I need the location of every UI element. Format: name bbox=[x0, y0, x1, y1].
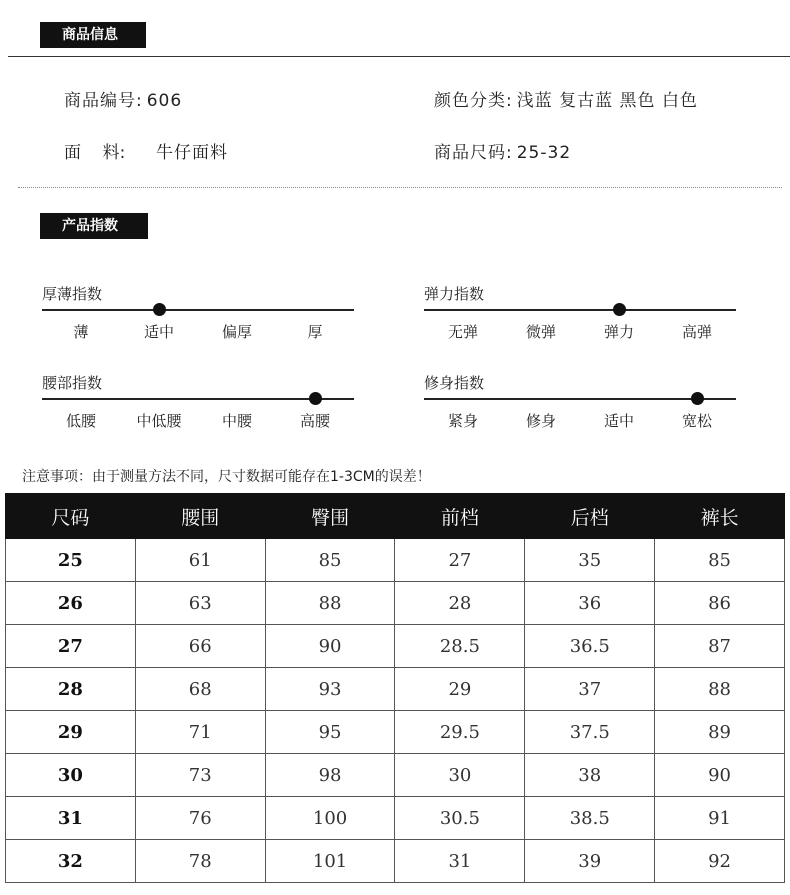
length-cell: 92 bbox=[655, 840, 785, 883]
length-cell: 90 bbox=[655, 754, 785, 797]
size-table bbox=[5, 493, 785, 883]
scale-label: 无弹 bbox=[447, 323, 478, 341]
header-length: 裤长 bbox=[655, 494, 785, 539]
scale-indicator-dot bbox=[613, 303, 626, 316]
front-rise-cell: 28 bbox=[395, 582, 525, 625]
front-rise-cell: 30.5 bbox=[395, 797, 525, 840]
front-rise-cell: 31 bbox=[395, 840, 525, 883]
table-row bbox=[6, 840, 785, 883]
scale-label: 适中 bbox=[603, 412, 634, 430]
header-front-rise: 前档 bbox=[395, 494, 525, 539]
front-rise-cell: 29.5 bbox=[395, 711, 525, 754]
back-rise-cell: 37.5 bbox=[525, 711, 655, 754]
length-cell: 85 bbox=[655, 539, 785, 582]
scale-label: 低腰 bbox=[65, 412, 96, 430]
product-code-value: 606 bbox=[146, 91, 183, 111]
table-row bbox=[6, 797, 785, 840]
fabric-row bbox=[64, 138, 228, 163]
scale-label: 中低腰 bbox=[136, 412, 182, 430]
size-cell: 31 bbox=[6, 797, 136, 840]
dotted-divider bbox=[18, 187, 782, 188]
front-rise-cell: 27 bbox=[395, 539, 525, 582]
hip-cell: 85 bbox=[265, 539, 395, 582]
waist-cell: 61 bbox=[135, 539, 265, 582]
table-row bbox=[6, 582, 785, 625]
color-value: 浅蓝 复古蓝 黑色 白色 bbox=[516, 91, 698, 111]
product-code-label: 商品编号: bbox=[64, 91, 143, 111]
waist-cell: 76 bbox=[135, 797, 265, 840]
length-cell: 88 bbox=[655, 668, 785, 711]
measurement-note: 注意事项：由于测量方法不同，尺寸数据可能存在1-3CM的误差！ bbox=[22, 469, 431, 485]
back-rise-cell: 36.5 bbox=[525, 625, 655, 668]
hip-cell: 88 bbox=[265, 582, 395, 625]
scale-label: 中腰 bbox=[221, 412, 252, 430]
scale-label: 微弹 bbox=[525, 323, 556, 341]
section-tag-product-info: 商品信息 bbox=[40, 22, 146, 48]
header-hip: 臀围 bbox=[265, 494, 395, 539]
fabric-label: 面 料: bbox=[64, 143, 126, 163]
table-row bbox=[6, 625, 785, 668]
size-cell: 26 bbox=[6, 582, 136, 625]
divider-line bbox=[8, 56, 790, 57]
scale-label: 厚 bbox=[307, 323, 323, 341]
header-back-rise: 后档 bbox=[525, 494, 655, 539]
back-rise-cell: 38.5 bbox=[525, 797, 655, 840]
scale-title: 腰部指数 bbox=[42, 374, 103, 392]
length-cell: 89 bbox=[655, 711, 785, 754]
length-cell: 91 bbox=[655, 797, 785, 840]
scale-label: 紧身 bbox=[447, 412, 478, 430]
table-row bbox=[6, 711, 785, 754]
table-row bbox=[6, 668, 785, 711]
size-range-value: 25-32 bbox=[516, 143, 572, 163]
scale-label: 偏厚 bbox=[221, 323, 252, 341]
size-cell: 25 bbox=[6, 539, 136, 582]
back-rise-cell: 39 bbox=[525, 840, 655, 883]
hip-cell: 100 bbox=[265, 797, 395, 840]
table-row bbox=[6, 754, 785, 797]
length-cell: 87 bbox=[655, 625, 785, 668]
scale-line bbox=[42, 309, 354, 311]
section-tag-product-index: 产品指数 bbox=[40, 213, 148, 239]
waist-cell: 78 bbox=[135, 840, 265, 883]
waist-cell: 71 bbox=[135, 711, 265, 754]
size-cell: 28 bbox=[6, 668, 136, 711]
back-rise-cell: 37 bbox=[525, 668, 655, 711]
scale-label: 宽松 bbox=[681, 412, 712, 430]
front-rise-cell: 29 bbox=[395, 668, 525, 711]
scale-label: 高弹 bbox=[681, 323, 712, 341]
waist-cell: 66 bbox=[135, 625, 265, 668]
size-cell: 29 bbox=[6, 711, 136, 754]
scale-title: 弹力指数 bbox=[424, 285, 485, 303]
color-row bbox=[434, 86, 698, 111]
scale-label: 适中 bbox=[143, 323, 174, 341]
scale-indicator-dot bbox=[691, 392, 704, 405]
front-rise-cell: 28.5 bbox=[395, 625, 525, 668]
scale-title: 厚薄指数 bbox=[42, 285, 103, 303]
scale-indicator-dot bbox=[153, 303, 166, 316]
hip-cell: 98 bbox=[265, 754, 395, 797]
color-label: 颜色分类: bbox=[434, 91, 513, 111]
front-rise-cell: 30 bbox=[395, 754, 525, 797]
header-size: 尺码 bbox=[6, 494, 136, 539]
scale-line bbox=[424, 309, 736, 311]
scale-indicator-dot bbox=[309, 392, 322, 405]
length-cell: 86 bbox=[655, 582, 785, 625]
back-rise-cell: 36 bbox=[525, 582, 655, 625]
product-code-row bbox=[64, 86, 182, 111]
scale-label: 弹力 bbox=[603, 323, 634, 341]
waist-cell: 73 bbox=[135, 754, 265, 797]
size-cell: 32 bbox=[6, 840, 136, 883]
scale-line bbox=[424, 398, 736, 400]
size-cell: 30 bbox=[6, 754, 136, 797]
fabric-value: 牛仔面料 bbox=[156, 143, 228, 163]
size-range-label: 商品尺码: bbox=[434, 143, 513, 163]
back-rise-cell: 35 bbox=[525, 539, 655, 582]
size-cell: 27 bbox=[6, 625, 136, 668]
header-waist: 腰围 bbox=[135, 494, 265, 539]
table-row bbox=[6, 539, 785, 582]
scale-label: 修身 bbox=[525, 412, 556, 430]
hip-cell: 101 bbox=[265, 840, 395, 883]
scale-line bbox=[42, 398, 354, 400]
scale-label: 高腰 bbox=[299, 412, 330, 430]
hip-cell: 95 bbox=[265, 711, 395, 754]
hip-cell: 93 bbox=[265, 668, 395, 711]
size-range-row bbox=[434, 138, 571, 163]
back-rise-cell: 38 bbox=[525, 754, 655, 797]
scale-title: 修身指数 bbox=[424, 374, 485, 392]
hip-cell: 90 bbox=[265, 625, 395, 668]
scale-label: 薄 bbox=[73, 323, 89, 341]
waist-cell: 68 bbox=[135, 668, 265, 711]
table-header-row bbox=[6, 494, 785, 539]
waist-cell: 63 bbox=[135, 582, 265, 625]
